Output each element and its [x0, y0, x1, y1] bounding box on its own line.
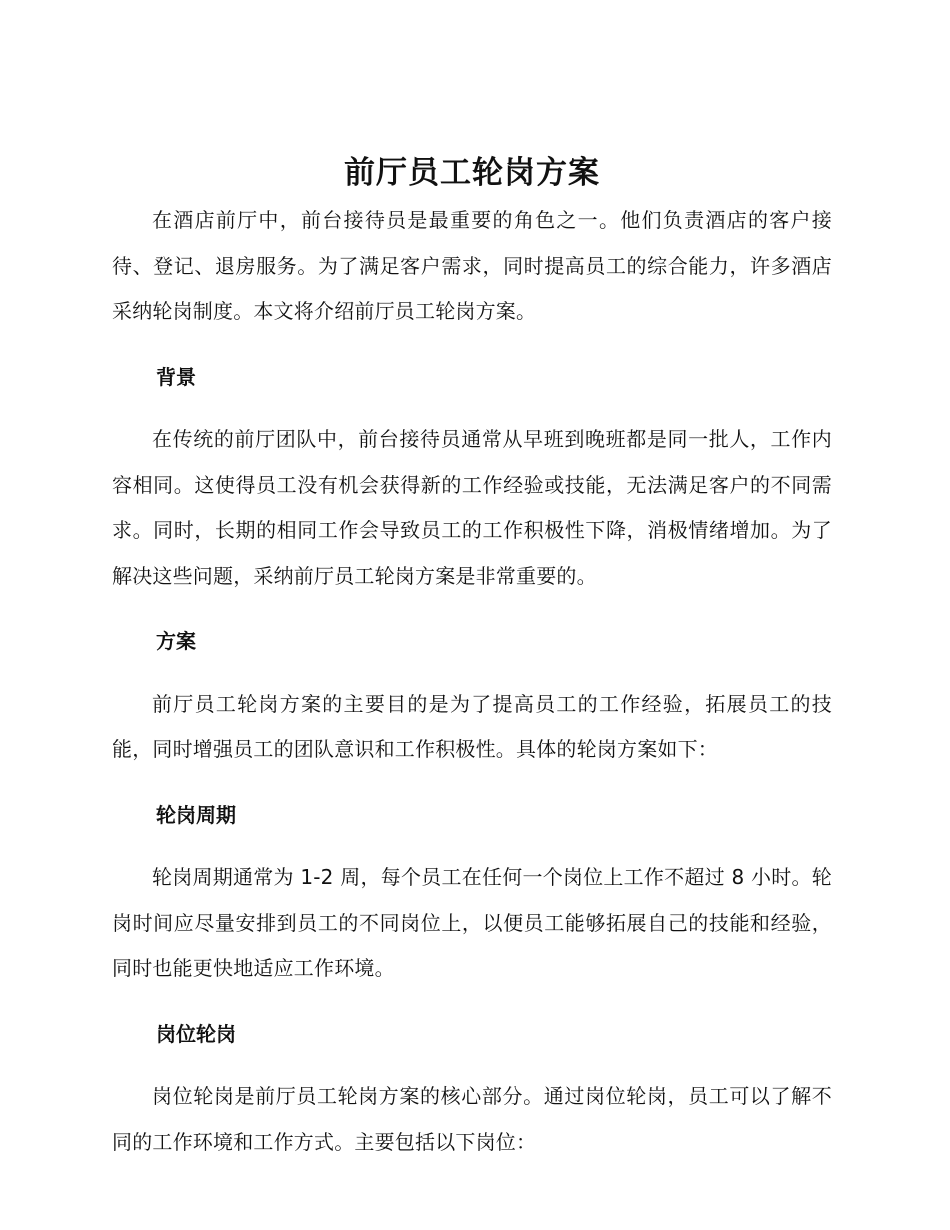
section-heading-background: 背景: [156, 364, 196, 389]
section-heading-position-rotation: 岗位轮岗: [156, 1021, 236, 1046]
section-heading-rotation-cycle: 轮岗周期: [156, 802, 236, 827]
section-body-rotation-cycle: 轮岗周期通常为 1-2 周，每个员工在任何一个岗位上工作不超过 8 小时。轮岗时间应尽量安排到员工的不同岗位上，以便员工能够拓展自己的技能和经验，同时也能更快地适应工作环境。: [112, 865, 832, 980]
section-heading-plan: 方案: [156, 629, 196, 653]
section-body-plan: 前厅员工轮岗方案的主要目的是为了提高员工的工作经验，拓展员工的技能，同时增强员工的团队意识和工作积极性。具体的轮岗方案如下：: [112, 691, 832, 761]
document-title: 前厅员工轮岗方案: [344, 155, 600, 191]
intro-paragraph: 在酒店前厅中，前台接待员是最重要的角色之一。他们负责酒店的客户接待、登记、退房服务。为了满足客户需求，同时提高员工的综合能力，许多酒店采纳轮岗制度。本文将介绍前厅员工轮岗方案。: [112, 208, 832, 323]
section-body-position-rotation: 岗位轮岗是前厅员工轮岗方案的核心部分。通过岗位轮岗，员工可以了解不同的工作环境和工作方式。主要包括以下岗位：: [112, 1084, 832, 1154]
section-body-background: 在传统的前厅团队中，前台接待员通常从早班到晚班都是同一批人，工作内容相同。这使得员工没有机会获得新的工作经验或技能，无法满足客户的不同需求。同时，长期的相同工作会导致员工的工作积极性下降，消极情绪增加。为了解决这些问题，采纳前厅员工轮岗方案是非常重要的。: [112, 427, 832, 588]
